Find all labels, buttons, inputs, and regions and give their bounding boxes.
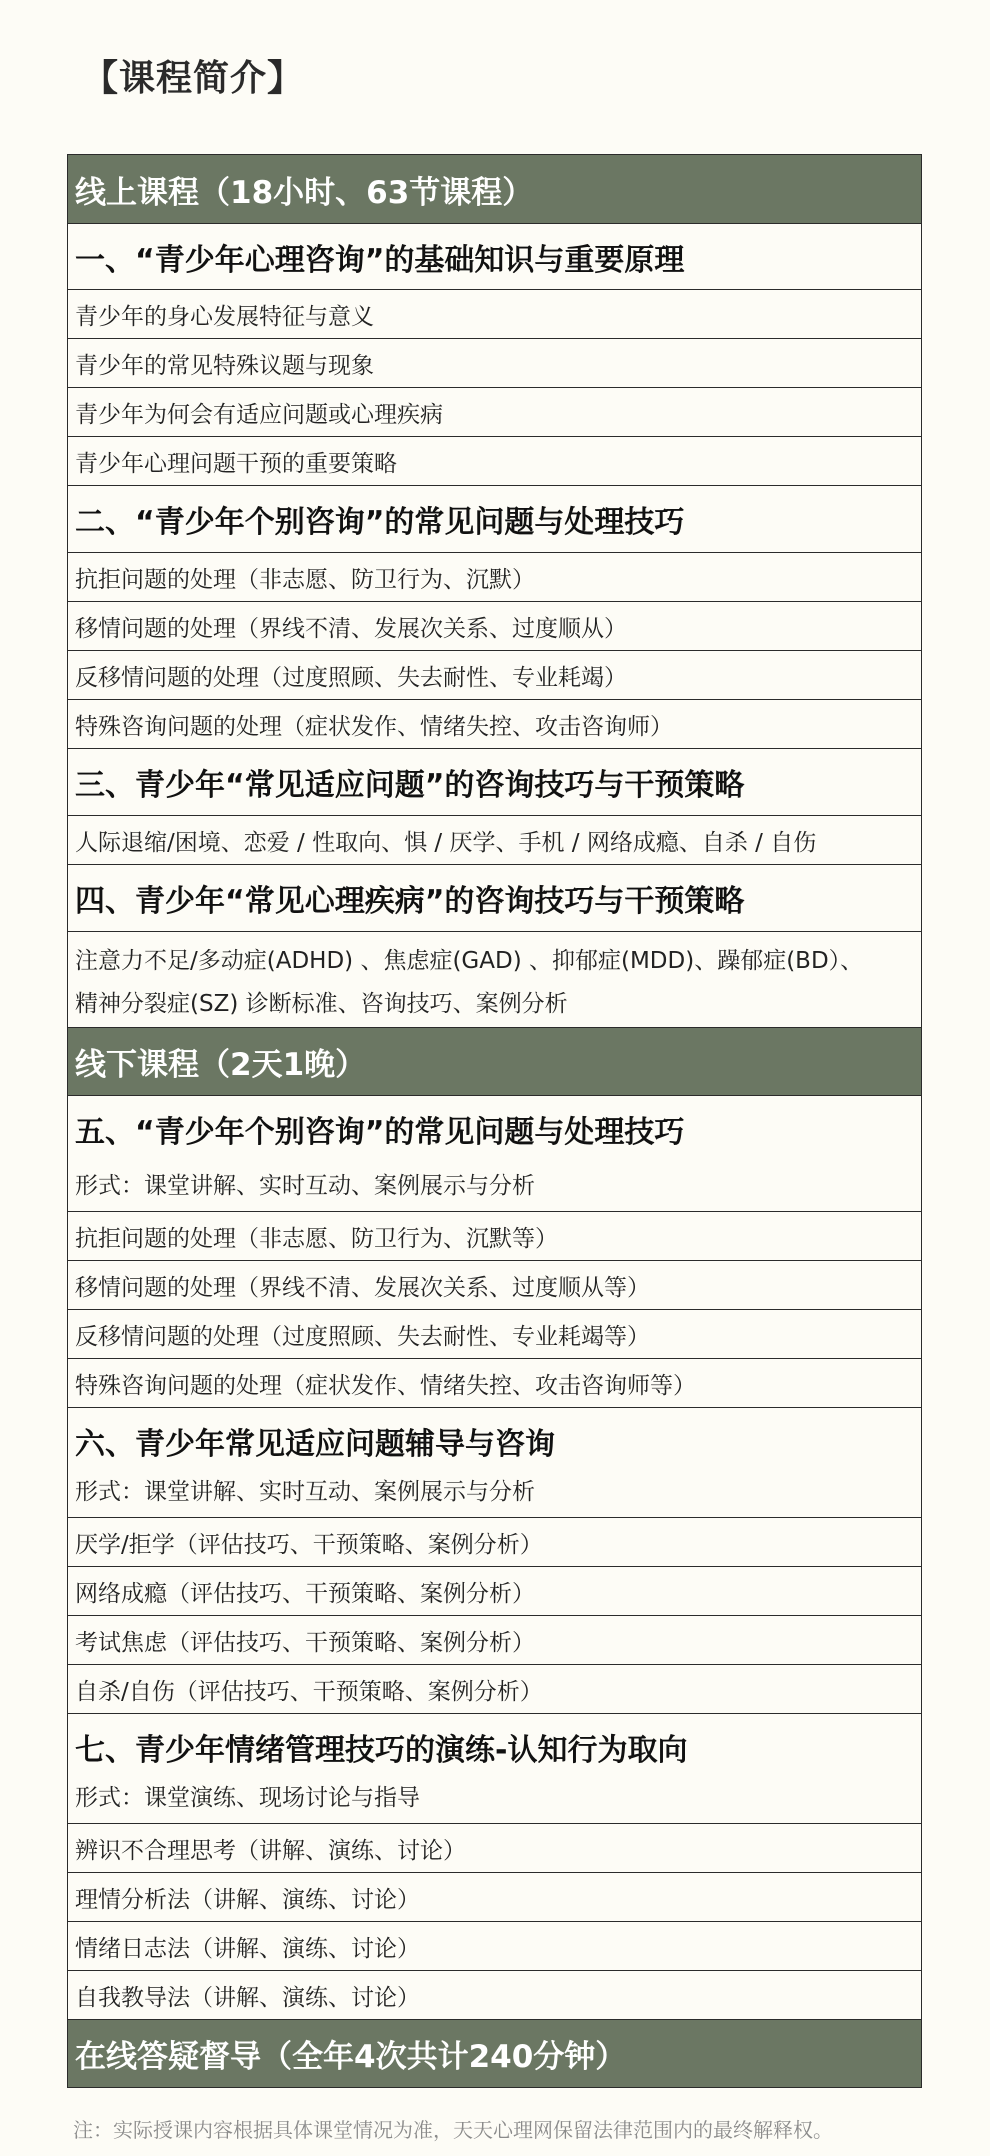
- list-item: 青少年为何会有适应问题或心理疾病: [68, 387, 921, 436]
- section-heading-4: 四、青少年“常见心理疾病”的咨询技巧与干预策略: [68, 864, 921, 931]
- section-6-header: [68, 1407, 921, 1517]
- list-item: 抗拒问题的处理（非志愿、防卫行为、沉默等）: [68, 1211, 921, 1260]
- list-item: 网络成瘾（评估技巧、干预策略、案例分析）: [68, 1566, 921, 1615]
- section-heading-1: 一、“青少年心理咨询”的基础知识与重要原理: [68, 223, 921, 289]
- list-item: 人际退缩/困境、恋爱 / 性取向、惧 / 厌学、手机 / 网络成瘾、自杀 / 自伤: [68, 815, 921, 864]
- section-form: 形式：课堂讲解、实时互动、案例展示与分析: [75, 1173, 535, 1199]
- offline-course-band: 线下课程（2天1晚）: [68, 1027, 921, 1095]
- list-item: 自杀/自伤（评估技巧、干预策略、案例分析）: [68, 1664, 921, 1713]
- list-item: 青少年心理问题干预的重要策略: [68, 436, 921, 485]
- list-item: 辨识不合理思考（讲解、演练、讨论）: [68, 1823, 921, 1872]
- online-course-band: 线上课程（18小时、63节课程）: [68, 155, 921, 223]
- list-item: 青少年的身心发展特征与意义: [68, 289, 921, 338]
- page-title: 【课程简介】: [82, 58, 305, 99]
- section-heading-2: 二、“青少年个别咨询”的常见问题与处理技巧: [68, 485, 921, 552]
- section-heading-5: 五、“青少年个别咨询”的常见问题与处理技巧: [75, 1115, 685, 1150]
- list-item: 移情问题的处理（界线不清、发展次关系、过度顺从）: [68, 601, 921, 650]
- list-item: 反移情问题的处理（过度照顾、失去耐性、专业耗竭）: [68, 650, 921, 699]
- section-form: 形式：课堂演练、现场讨论与指导: [75, 1785, 420, 1811]
- list-item-multiline: [68, 931, 921, 1027]
- section-heading-3: 三、青少年“常见适应问题”的咨询技巧与干预策略: [68, 748, 921, 815]
- list-item: 厌学/拒学（评估技巧、干预策略、案例分析）: [68, 1517, 921, 1566]
- course-table: [67, 154, 922, 2088]
- list-item: 移情问题的处理（界线不清、发展次关系、过度顺从等）: [68, 1260, 921, 1309]
- section-heading-7: 七、青少年情绪管理技巧的演练-认知行为取向: [75, 1733, 688, 1768]
- list-item: 自我教导法（讲解、演练、讨论）: [68, 1970, 921, 2019]
- list-item: 考试焦虑（评估技巧、干预策略、案例分析）: [68, 1615, 921, 1664]
- footnote: 注：实际授课内容根据具体课堂情况为准，天天心理网保留法律范围内的最终解释权。: [73, 2118, 833, 2142]
- list-item: 特殊咨询问题的处理（症状发作、情绪失控、攻击咨询师等）: [68, 1358, 921, 1407]
- list-item: 特殊咨询问题的处理（症状发作、情绪失控、攻击咨询师）: [68, 699, 921, 748]
- section-5-header: [68, 1095, 921, 1211]
- section-heading-6: 六、青少年常见适应问题辅导与咨询: [75, 1427, 555, 1462]
- list-item-line-1: 注意力不足/多动症(ADHD) 、焦虑症(GAD) 、抑郁症(MDD)、躁郁症(BD）、: [75, 947, 864, 974]
- section-form: 形式：课堂讲解、实时互动、案例展示与分析: [75, 1479, 535, 1505]
- list-item: 反移情问题的处理（过度照顾、失去耐性、专业耗竭等）: [68, 1309, 921, 1358]
- qa-band: 在线答疑督导（全年4次共计240分钟）: [68, 2019, 921, 2087]
- list-item: 理情分析法（讲解、演练、讨论）: [68, 1872, 921, 1921]
- list-item: 青少年的常见特殊议题与现象: [68, 338, 921, 387]
- list-item: 抗拒问题的处理（非志愿、防卫行为、沉默）: [68, 552, 921, 601]
- section-7-header: [68, 1713, 921, 1823]
- list-item: 情绪日志法（讲解、演练、讨论）: [68, 1921, 921, 1970]
- list-item-line-2: 精神分裂症(SZ) 诊断标准、咨询技巧、案例分析: [75, 990, 568, 1017]
